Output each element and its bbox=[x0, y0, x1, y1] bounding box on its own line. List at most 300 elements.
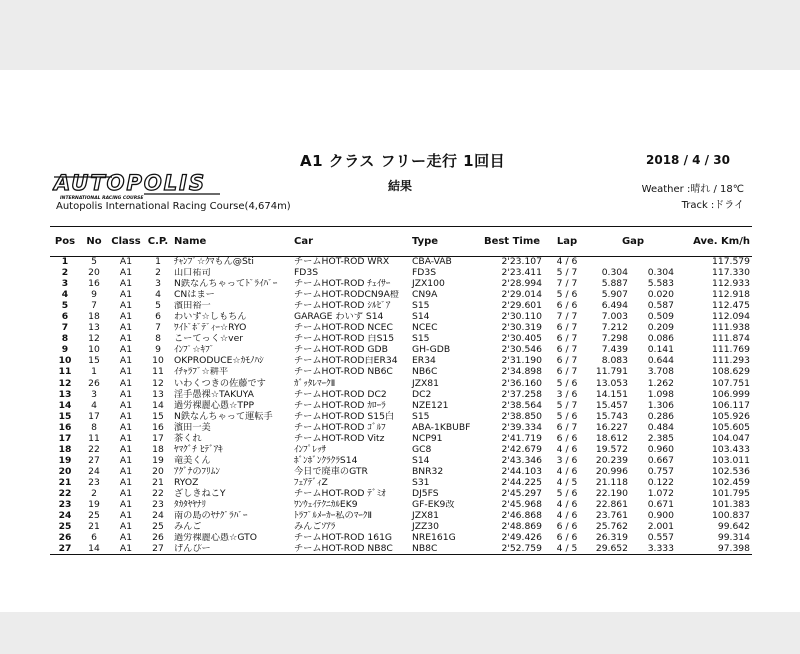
cell-type: GF-EK9改 bbox=[412, 499, 455, 511]
cell-lap: 4 / 6 bbox=[556, 510, 578, 522]
cell-ave-speed: 112.475 bbox=[712, 300, 750, 312]
cell-class: A1 bbox=[119, 422, 133, 433]
table-row bbox=[50, 378, 752, 389]
cell-cp: 5 bbox=[155, 300, 161, 312]
table-row bbox=[50, 257, 752, 268]
cell-no: 10 bbox=[88, 344, 100, 356]
cell-best-time: 2'30.319 bbox=[501, 322, 542, 334]
col-no: No bbox=[80, 227, 108, 257]
cell-class: A1 bbox=[119, 400, 133, 411]
cell-pos: 20 bbox=[58, 466, 72, 477]
table-row bbox=[50, 433, 752, 444]
cell-gap: 22.861 bbox=[595, 499, 628, 511]
cell-no: 2 bbox=[91, 488, 97, 499]
cell-type: GC8 bbox=[412, 444, 432, 455]
cell-gap-prev: 2.385 bbox=[647, 433, 674, 444]
cell-no: 6 bbox=[91, 532, 97, 544]
cell-class: A1 bbox=[119, 499, 133, 511]
cell-best-time: 2'38.564 bbox=[501, 400, 542, 411]
cell-cp: 9 bbox=[155, 344, 161, 356]
cell-cp: 11 bbox=[152, 366, 164, 378]
cell-ave-speed: 103.433 bbox=[712, 444, 750, 455]
cell-car: チームHOT-ROD 白S15 bbox=[294, 333, 395, 345]
track-condition: Track :ドライ bbox=[681, 200, 744, 211]
cell-car: チームHOT-ROD GDB bbox=[294, 344, 388, 356]
cell-car: チームHOT-RODCN9A橙 bbox=[294, 289, 400, 301]
table-row bbox=[50, 312, 752, 323]
cell-class: A1 bbox=[119, 366, 133, 378]
cell-lap: 6 / 6 bbox=[556, 521, 578, 533]
cell-no: 14 bbox=[80, 544, 108, 555]
cell-best-time: 2'29.601 bbox=[501, 300, 542, 312]
table-row bbox=[50, 522, 752, 533]
cell-car: ﾎﾞﾝﾎﾞﾝｸﾗｸﾗS14 bbox=[294, 455, 358, 466]
cell-best-time: 2'23.411 bbox=[501, 267, 542, 279]
cell-gap: 26.319 bbox=[595, 532, 628, 544]
cell-pos: 3 bbox=[61, 278, 69, 290]
cell-no: 11 bbox=[88, 433, 100, 444]
cell-type: GH-GDB bbox=[412, 344, 451, 356]
cell-class: A1 bbox=[119, 355, 133, 367]
cell-no: 21 bbox=[88, 521, 100, 533]
table-row bbox=[50, 477, 752, 488]
cell-lap: 5 / 6 bbox=[556, 289, 578, 301]
cell-ave-speed: 105.605 bbox=[712, 422, 750, 433]
cell-best-time: 2'28.994 bbox=[501, 278, 542, 290]
cell-gap-prev: 0.557 bbox=[647, 532, 674, 544]
table-row bbox=[50, 367, 752, 378]
cell-gap: 16.227 bbox=[595, 422, 628, 433]
cell-ave-speed: 106.117 bbox=[712, 400, 750, 411]
cell-gap-prev: 0.757 bbox=[647, 466, 674, 477]
cell-type: S15 bbox=[412, 411, 430, 422]
cell-lap: 6 / 7 bbox=[556, 422, 578, 433]
cell-lap: 7 / 7 bbox=[556, 278, 578, 290]
cell-car: チームHOT-ROD DC2 bbox=[294, 389, 387, 400]
cell-pos: 2 bbox=[61, 267, 69, 279]
cell-car: 今日で廃車のGTR bbox=[294, 466, 368, 477]
cell-gap: 18.612 bbox=[595, 433, 628, 444]
cell-pos: 14 bbox=[58, 400, 72, 411]
cell-gap: 11.791 bbox=[595, 366, 628, 378]
cell-lap: 6 / 7 bbox=[556, 366, 578, 378]
cell-gap: 19.572 bbox=[595, 444, 628, 455]
cell-cp: 25 bbox=[152, 521, 164, 533]
cell-ave-speed: 111.938 bbox=[712, 322, 750, 334]
cell-type: JZX81 bbox=[412, 510, 439, 522]
cell-name: 南の島のﾔﾅｸﾞﾗﾊﾞｰ bbox=[174, 510, 248, 522]
cell-car: チームHOT-ROD NCEC bbox=[294, 322, 393, 334]
cell-gap-prev: 1.262 bbox=[647, 378, 674, 389]
cell-ave-speed: 111.874 bbox=[712, 333, 750, 345]
cell-name: 過労裸麗心愚☆TPP bbox=[174, 400, 255, 411]
table-row bbox=[50, 533, 752, 544]
cell-car: チームHOT-ROD白ER34 bbox=[294, 355, 398, 367]
cell-gap-prev: 2.001 bbox=[647, 521, 674, 533]
cell-no: 22 bbox=[88, 444, 100, 455]
cell-cp: 21 bbox=[152, 477, 164, 488]
cell-lap: 4 / 5 bbox=[556, 477, 578, 488]
cell-class: A1 bbox=[119, 333, 133, 345]
cell-no: 20 bbox=[88, 267, 100, 279]
cell-type: NB8C bbox=[410, 544, 480, 555]
cell-pos: 1 bbox=[61, 256, 69, 268]
cell-ave-speed: 99.642 bbox=[717, 521, 750, 533]
cell-gap: 5.907 bbox=[601, 289, 628, 301]
cell-lap: 3 / 6 bbox=[556, 455, 578, 466]
cell-best-time: 2'30.110 bbox=[501, 311, 542, 323]
weather-info: Weather :晴れ / 18℃ bbox=[641, 184, 744, 195]
cell-gap: 22.190 bbox=[595, 488, 628, 499]
cell-ave-speed: 108.629 bbox=[712, 366, 750, 378]
cell-best-time: 2'37.258 bbox=[501, 389, 542, 400]
cell-cp: 4 bbox=[155, 289, 161, 301]
cell-best-time: 2'44.103 bbox=[501, 466, 542, 477]
cell-best-time: 2'44.225 bbox=[501, 477, 542, 488]
cell-class: A1 bbox=[119, 532, 133, 544]
cell-class: A1 bbox=[108, 544, 144, 555]
cell-pos: 10 bbox=[58, 355, 72, 367]
cell-cp: 3 bbox=[155, 278, 161, 290]
cell-best-time: 2'34.898 bbox=[501, 366, 542, 378]
cell-gap: 7.003 bbox=[601, 311, 628, 323]
cell-pos: 22 bbox=[58, 488, 72, 499]
cell-pos: 15 bbox=[58, 411, 72, 422]
cell-class: A1 bbox=[119, 344, 133, 356]
cell-pos: 18 bbox=[58, 444, 72, 455]
cell-lap: 6 / 7 bbox=[556, 322, 578, 334]
cell-lap: 4 / 6 bbox=[556, 499, 578, 511]
cell-pos: 11 bbox=[58, 366, 72, 378]
table-row bbox=[50, 356, 752, 367]
cell-best-time: 2'23.107 bbox=[501, 256, 542, 268]
table-row bbox=[50, 334, 752, 345]
cell-name: みんご bbox=[174, 521, 202, 533]
cell-class: A1 bbox=[119, 389, 133, 400]
cell-lap: 3 / 6 bbox=[556, 389, 578, 400]
cell-class: A1 bbox=[119, 488, 133, 499]
cell-lap: 4 / 6 bbox=[556, 444, 578, 455]
cell-lap: 6 / 7 bbox=[556, 355, 578, 367]
results-table bbox=[50, 226, 752, 555]
cell-gap: 29.652 bbox=[590, 544, 630, 555]
cell-gap-prev: 1.098 bbox=[647, 389, 674, 400]
table-row bbox=[50, 290, 752, 301]
cell-name: ﾁｬﾝﾌﾟ☆ｸﾏもん@Sti bbox=[174, 256, 254, 268]
cell-ave-speed: 103.011 bbox=[712, 455, 750, 466]
cell-no: 24 bbox=[88, 466, 100, 477]
cell-ave-speed: 99.314 bbox=[717, 532, 750, 544]
cell-best-time: 2'41.719 bbox=[501, 433, 542, 444]
cell-lap: 6 / 6 bbox=[556, 433, 578, 444]
cell-best-time: 2'45.968 bbox=[501, 499, 542, 511]
cell-gap-prev: 0.644 bbox=[647, 355, 674, 367]
cell-gap: 25.762 bbox=[595, 521, 628, 533]
cell-car: チームHOT-ROD ｶﾛｰﾗ bbox=[294, 400, 386, 411]
cell-cp: 27 bbox=[144, 544, 172, 555]
autopolis-logo bbox=[52, 170, 224, 200]
cell-gap-prev: 0.960 bbox=[647, 444, 674, 455]
cell-class: A1 bbox=[119, 433, 133, 444]
cell-car: チームHOT-ROD ﾁｪｲｻｰ bbox=[294, 278, 391, 290]
cell-name: 茶くれ bbox=[174, 433, 202, 444]
cell-gap-prev bbox=[630, 257, 676, 268]
cell-lap: 4 / 5 bbox=[544, 544, 590, 555]
cell-gap-prev: 1.306 bbox=[647, 400, 674, 411]
cell-pos: 12 bbox=[58, 378, 72, 389]
cell-no: 26 bbox=[88, 378, 100, 389]
cell-lap: 5 / 7 bbox=[556, 400, 578, 411]
cell-car: ｶﾞｯﾀﾚﾏｰｸⅡ bbox=[294, 378, 336, 389]
cell-gap: 20.996 bbox=[595, 466, 628, 477]
circuit-name: Autopolis International Racing Course(4,674m) bbox=[56, 201, 291, 212]
cell-pos: 26 bbox=[58, 532, 72, 544]
cell-lap: 5 / 6 bbox=[556, 488, 578, 499]
cell-no: 3 bbox=[91, 389, 97, 400]
cell-ave-speed: 117.579 bbox=[712, 256, 750, 268]
cell-best-time: 2'52.759 bbox=[480, 544, 544, 555]
cell-ave-speed: 111.769 bbox=[712, 344, 750, 356]
cell-car: ﾜﾝｳｪｲﾃｸﾆｶﾙEK9 bbox=[294, 499, 358, 511]
cell-gap: 6.494 bbox=[601, 300, 628, 312]
cell-pos: 21 bbox=[58, 477, 72, 488]
cell-no: 19 bbox=[88, 499, 100, 511]
cell-cp: 16 bbox=[152, 422, 164, 433]
cell-pos: 16 bbox=[58, 422, 72, 433]
cell-pos: 25 bbox=[58, 521, 72, 533]
table-row bbox=[50, 323, 752, 334]
cell-best-time: 2'42.679 bbox=[501, 444, 542, 455]
cell-class: A1 bbox=[119, 466, 133, 477]
cell-pos: 8 bbox=[61, 333, 69, 345]
cell-ave-speed: 106.999 bbox=[712, 389, 750, 400]
cell-type: NRE161G bbox=[412, 532, 456, 544]
cell-gap-prev: 5.583 bbox=[647, 278, 674, 290]
cell-best-time: 2'29.014 bbox=[501, 289, 542, 301]
cell-ave-speed: 102.536 bbox=[712, 466, 750, 477]
cell-gap: 21.118 bbox=[595, 477, 628, 488]
cell-car: チームHOT-ROD ﾃﾞﾐｵ bbox=[294, 488, 386, 499]
cell-cp: 19 bbox=[152, 455, 164, 466]
cell-cp: 2 bbox=[155, 267, 161, 279]
cell-class: A1 bbox=[119, 455, 133, 466]
cell-name: ｲﾝﾌﾟ☆ｷﾌﾞ bbox=[174, 344, 215, 356]
cell-type: ABA-1KBUBF bbox=[412, 422, 471, 433]
cell-no: 5 bbox=[91, 256, 97, 268]
table-row bbox=[50, 444, 752, 455]
cell-car: ﾌｪｱﾃﾞｨZ bbox=[294, 477, 328, 488]
cell-name: ざしきねこY bbox=[174, 488, 226, 499]
col-cp: C.P. bbox=[144, 227, 172, 257]
cell-gap-prev: 0.122 bbox=[647, 477, 674, 488]
cell-pos: 24 bbox=[58, 510, 72, 522]
cell-class: A1 bbox=[119, 267, 133, 279]
table-row bbox=[50, 400, 752, 411]
cell-best-time: 2'43.346 bbox=[501, 455, 542, 466]
cell-name: OKPRODUCE☆ｶﾓﾉﾊｼ bbox=[174, 355, 264, 367]
cell-lap: 6 / 7 bbox=[556, 333, 578, 345]
cell-best-time: 2'45.297 bbox=[501, 488, 542, 499]
cell-gap-prev: 0.141 bbox=[647, 344, 674, 356]
cell-type: ER34 bbox=[412, 355, 436, 367]
cell-car: GARAGE わいず S14 bbox=[294, 311, 384, 323]
cell-best-time: 2'30.546 bbox=[501, 344, 542, 356]
table-row bbox=[50, 301, 752, 312]
cell-car: チームHOT-ROD S15白 bbox=[294, 411, 395, 422]
result-label: 結果 bbox=[388, 179, 413, 193]
cell-best-time: 2'38.850 bbox=[501, 411, 542, 422]
cell-pos: 9 bbox=[61, 344, 69, 356]
cell-ave-speed: 97.398 bbox=[676, 544, 752, 555]
table-row bbox=[50, 511, 752, 522]
cell-no: 7 bbox=[91, 300, 97, 312]
cell-cp: 14 bbox=[152, 400, 164, 411]
cell-gap-prev: 1.072 bbox=[647, 488, 674, 499]
cell-gap: 7.212 bbox=[601, 322, 628, 334]
cell-lap: 6 / 6 bbox=[556, 300, 578, 312]
cell-car: ﾄﾗﾌﾞﾙﾒｰｶｰ私のﾏｰｸⅡ bbox=[294, 510, 373, 522]
col-car: Car bbox=[292, 227, 410, 257]
cell-pos: 27 bbox=[50, 544, 80, 555]
cell-pos: 6 bbox=[61, 311, 69, 323]
cell-gap: 23.761 bbox=[595, 510, 628, 522]
cell-no: 17 bbox=[88, 411, 100, 422]
cell-pos: 19 bbox=[58, 455, 72, 466]
cell-car: FD3S bbox=[294, 267, 319, 279]
cell-name: げんぴー bbox=[172, 544, 292, 555]
cell-type: JZZ30 bbox=[412, 521, 439, 533]
col-ave: Ave. Km/h bbox=[676, 227, 752, 257]
cell-no: 27 bbox=[88, 455, 100, 466]
col-class: Class bbox=[108, 227, 144, 257]
cell-best-time: 2'48.869 bbox=[501, 521, 542, 533]
cell-no: 9 bbox=[91, 289, 97, 301]
cell-car: チームHOT-ROD ｺﾞﾙﾌ bbox=[294, 422, 386, 433]
cell-ave-speed: 100.837 bbox=[712, 510, 750, 522]
cell-class: A1 bbox=[119, 477, 133, 488]
cell-lap: 7 / 7 bbox=[556, 311, 578, 323]
cell-name: N鉄なんちゃって運転手 bbox=[174, 411, 273, 422]
cell-name: 過労裸麗心愚☆GTO bbox=[174, 532, 257, 544]
cell-pos: 13 bbox=[58, 389, 72, 400]
cell-class: A1 bbox=[119, 300, 133, 312]
cell-gap-prev: 0.509 bbox=[647, 311, 674, 323]
cell-name: 濱田一美 bbox=[174, 422, 211, 433]
table-header bbox=[50, 227, 752, 257]
cell-car: ｲﾝﾌﾟﾚｯｻ bbox=[294, 444, 327, 455]
cell-type: FD3S bbox=[412, 267, 437, 279]
cell-gap-prev: 0.671 bbox=[647, 499, 674, 511]
table-row bbox=[50, 422, 752, 433]
cell-class: A1 bbox=[119, 521, 133, 533]
table-row bbox=[50, 466, 752, 477]
cell-pos: 23 bbox=[58, 499, 72, 511]
cell-type: S14 bbox=[412, 311, 430, 323]
session-date: 2018 / 4 / 30 bbox=[646, 153, 730, 167]
cell-pos: 4 bbox=[61, 289, 69, 301]
cell-class: A1 bbox=[119, 510, 133, 522]
table-row bbox=[50, 500, 752, 511]
table-row bbox=[50, 455, 752, 466]
cell-lap: 6 / 7 bbox=[556, 344, 578, 356]
table-row bbox=[50, 544, 752, 555]
cell-class: A1 bbox=[119, 322, 133, 334]
cell-gap-prev: 0.086 bbox=[647, 333, 674, 345]
cell-cp: 15 bbox=[152, 411, 164, 422]
cell-type: JZX100 bbox=[412, 278, 445, 290]
cell-best-time: 2'31.190 bbox=[501, 355, 542, 367]
cell-type: NZE121 bbox=[412, 400, 449, 411]
cell-name: こーてっく☆ver bbox=[174, 333, 244, 345]
cell-cp: 24 bbox=[152, 510, 164, 522]
cell-ave-speed: 105.926 bbox=[712, 411, 750, 422]
cell-car: チームHOT-ROD ｼﾙﾋﾞｱ bbox=[294, 300, 391, 312]
cell-gap: 5.887 bbox=[601, 278, 628, 290]
cell-no: 16 bbox=[88, 278, 100, 290]
cell-ave-speed: 104.047 bbox=[712, 433, 750, 444]
cell-gap: 7.439 bbox=[601, 344, 628, 356]
cell-type: S15 bbox=[412, 333, 430, 345]
cell-lap: 5 / 6 bbox=[556, 411, 578, 422]
cell-lap: 6 / 6 bbox=[556, 532, 578, 544]
cell-class: A1 bbox=[119, 256, 133, 268]
cell-gap-prev: 0.209 bbox=[647, 322, 674, 334]
col-type: Type bbox=[410, 227, 480, 257]
cell-cp: 8 bbox=[155, 333, 161, 345]
table-row bbox=[50, 411, 752, 422]
svg-text:INTERNATIONAL RACING COURSE: INTERNATIONAL RACING COURSE bbox=[60, 196, 144, 200]
col-gap: Gap bbox=[590, 227, 676, 257]
cell-class: A1 bbox=[119, 311, 133, 323]
cell-gap bbox=[590, 257, 630, 268]
cell-name: ﾀｶﾀﾔﾔﾅﾘ bbox=[174, 499, 207, 511]
cell-ave-speed: 112.933 bbox=[712, 278, 750, 290]
cell-best-time: 2'46.868 bbox=[501, 510, 542, 522]
cell-cp: 22 bbox=[152, 488, 164, 499]
cell-type: BNR32 bbox=[412, 466, 444, 477]
cell-ave-speed: 111.293 bbox=[712, 355, 750, 367]
cell-no: 13 bbox=[88, 322, 100, 334]
cell-pos: 5 bbox=[61, 300, 69, 312]
cell-car: みんごｿｱﾗ bbox=[294, 521, 336, 533]
cell-gap: 20.239 bbox=[595, 455, 628, 466]
cell-car: チームHOT-ROD NB6C bbox=[294, 366, 393, 378]
cell-gap-prev: 0.286 bbox=[647, 411, 674, 422]
cell-lap: 4 / 6 bbox=[556, 256, 578, 268]
cell-lap: 4 / 6 bbox=[556, 466, 578, 477]
cell-car: チームHOT-ROD WRX bbox=[294, 256, 390, 268]
cell-gap-prev: 0.587 bbox=[647, 300, 674, 312]
table-row bbox=[50, 279, 752, 290]
session-title: A1 クラス フリー走行 1回目 bbox=[300, 152, 506, 170]
col-best-time: Best Time bbox=[480, 227, 544, 257]
cell-gap-prev: 0.484 bbox=[647, 422, 674, 433]
cell-type: NB6C bbox=[412, 366, 438, 378]
cell-car: チームHOT-ROD NB8C bbox=[292, 544, 410, 555]
cell-cp: 23 bbox=[152, 499, 164, 511]
cell-type: NCP91 bbox=[412, 433, 443, 444]
cell-gap-prev: 0.900 bbox=[647, 510, 674, 522]
cell-gap: 15.743 bbox=[595, 411, 628, 422]
cell-gap: 8.083 bbox=[601, 355, 628, 367]
cell-name: わいず☆しもちん bbox=[174, 311, 247, 323]
cell-name: ｱｸﾞﾅのﾌﾘﾑﾝ bbox=[174, 466, 220, 477]
cell-best-time: 2'39.334 bbox=[501, 422, 542, 433]
table-row bbox=[50, 345, 752, 356]
cell-class: A1 bbox=[119, 444, 133, 455]
col-lap: Lap bbox=[544, 227, 590, 257]
cell-gap: 14.151 bbox=[595, 389, 628, 400]
